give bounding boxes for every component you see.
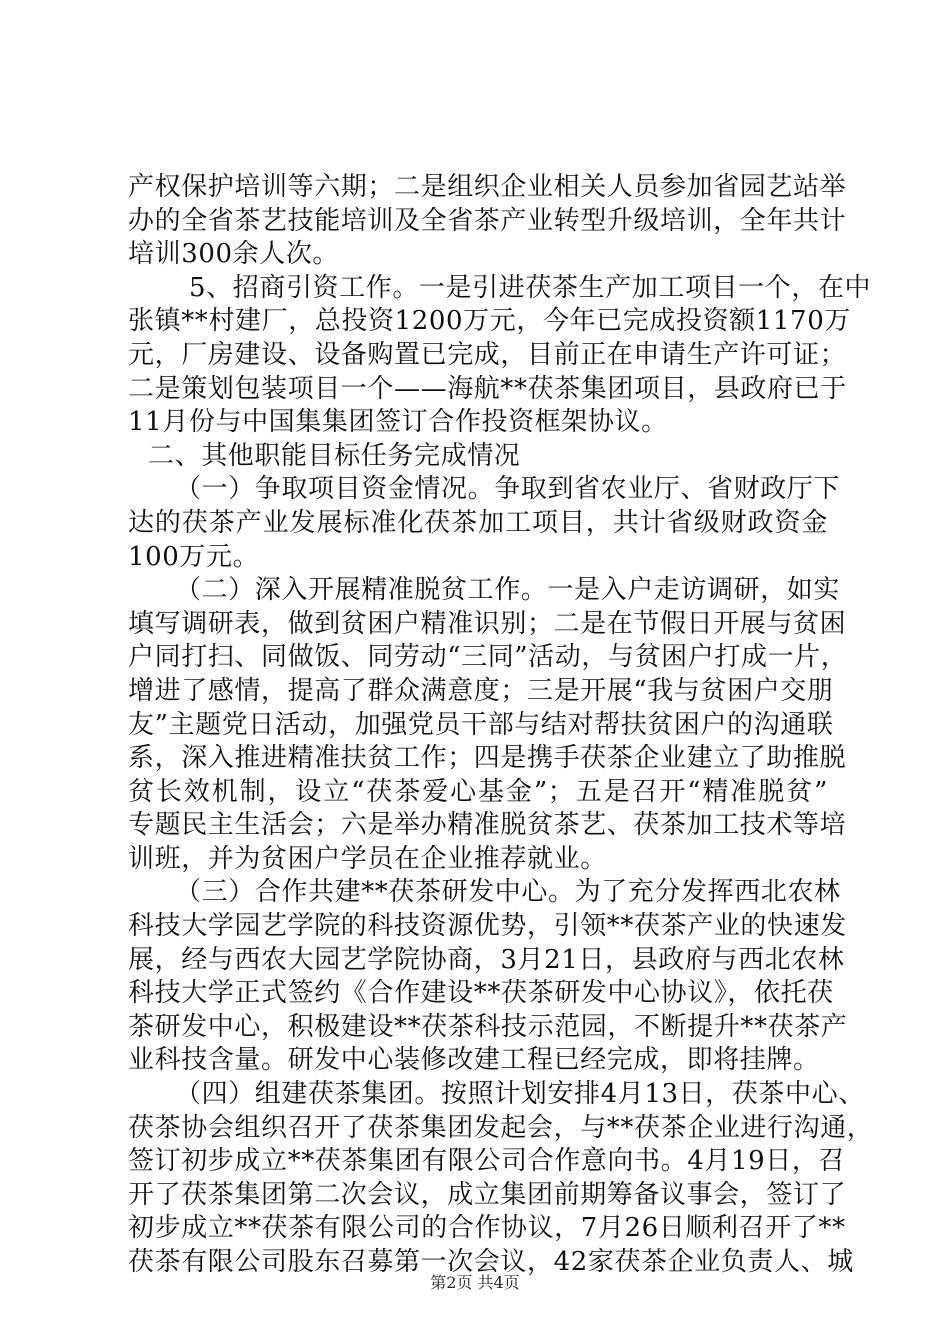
text-line: 贫长效机制，设立“茯茶爱心基金”；五是召开“精准脱贫” [128, 776, 828, 807]
text-line: 达的茯茶产业发展标准化茯茶加工项目，共计省级财政资金 [128, 507, 828, 538]
text-line: 培训300余人次。 [128, 239, 340, 270]
text-line: 科技大学园艺学院的科技资源优势，引领**茯茶产业的快速发 [128, 911, 847, 942]
text-line: 茶研发中心，积极建设**茯茶科技示范园，不断提升**茯茶产 [128, 1011, 848, 1042]
text-line: 100万元。 [128, 541, 260, 572]
text-line: 展，经与西农大园艺学院协商，3月21日，县政府与西北农林 [128, 944, 845, 975]
text-line: 友”主题党日活动，加强党员干部与结对帮扶贫困户的沟通联 [128, 709, 834, 740]
text-line: 5、招商引资工作。一是引进茯茶生产加工项目一个，在中 [189, 272, 872, 303]
text-line: 11月份与中国集集团签订合作投资框架协议。 [128, 407, 668, 438]
page-footer [0, 1273, 950, 1293]
text-line: 产权保护培训等六期；二是组织企业相关人员参加省园艺站举 [128, 172, 847, 202]
text-line: 二是策划包装项目一个——海航**茯茶集团项目，县政府已于 [128, 373, 847, 404]
text-line: 初步成立**茯茶有限公司的合作协议，7月26日顺利召开了** [128, 1213, 846, 1244]
text-line: 科技大学正式签约《合作建设**茯茶研发中心协议》，依托茯 [128, 978, 834, 1009]
text-line: 开了茯茶集团第二次会议，成立集团前期筹备议事会，签订了 [128, 1179, 847, 1210]
text-line: 填写调研表，做到贫困户精准识别；二是在节假日开展与贫困 [128, 608, 847, 639]
text-line: 张镇**村建厂，总投资1200万元，今年已完成投资额1170万 [128, 306, 851, 337]
text-line: 户同打扫、同做饭、同劳动“三同”活动，与贫困户打成一片， [128, 642, 848, 673]
text-line: 训班，并为贫困户学员在企业推荐就业。 [128, 843, 607, 874]
page-number-label: 第2页 共4页 [430, 1273, 520, 1292]
document-body [128, 171, 874, 1280]
text-line: 增进了感情，提高了群众满意度；三是开展“我与贫困户交朋 [128, 675, 834, 706]
text-line: （一）争取项目资金情况。争取到省农业厅、省财政厅下 [175, 474, 841, 505]
text-line: 茯茶协会组织召开了茯茶集团发起会，与**茯茶企业进行沟通， [128, 1112, 874, 1143]
text-line: 办的全省茶艺技能培训及全省茶产业转型升级培训，全年共计 [128, 205, 847, 236]
text-line: （三）合作共建**茯茶研发中心。为了充分发挥西北农林 [175, 877, 841, 908]
text-line: 专题民主生活会；六是举办精准脱贫茶艺、茯茶加工技术等培 [128, 810, 847, 841]
text-line: （二）深入开展精准脱贫工作。一是入户走访调研，如实 [175, 575, 841, 606]
text-line: 业科技含量。研发中心装修改建工程已经完成，即将挂牌。 [128, 1045, 820, 1076]
text-line: 系，深入推进精准扶贫工作；四是携手茯茶企业建立了助推脱 [128, 743, 847, 774]
text-line: （四）组建茯茶集团。按照计划安排4月13日，茯茶中心、 [175, 1079, 865, 1110]
text-line: 元，厂房建设、设备购置已完成，目前正在申请生产许可证； [128, 339, 847, 370]
text-line: 二、其他职能目标任务完成情况 [148, 440, 521, 471]
text-line: 茯茶有限公司股东召募第一次会议，42家茯茶企业负责人、城 [128, 1247, 854, 1277]
text-line: 签订初步成立**茯茶集团有限公司合作意向书。4月19日，召 [128, 1146, 846, 1177]
